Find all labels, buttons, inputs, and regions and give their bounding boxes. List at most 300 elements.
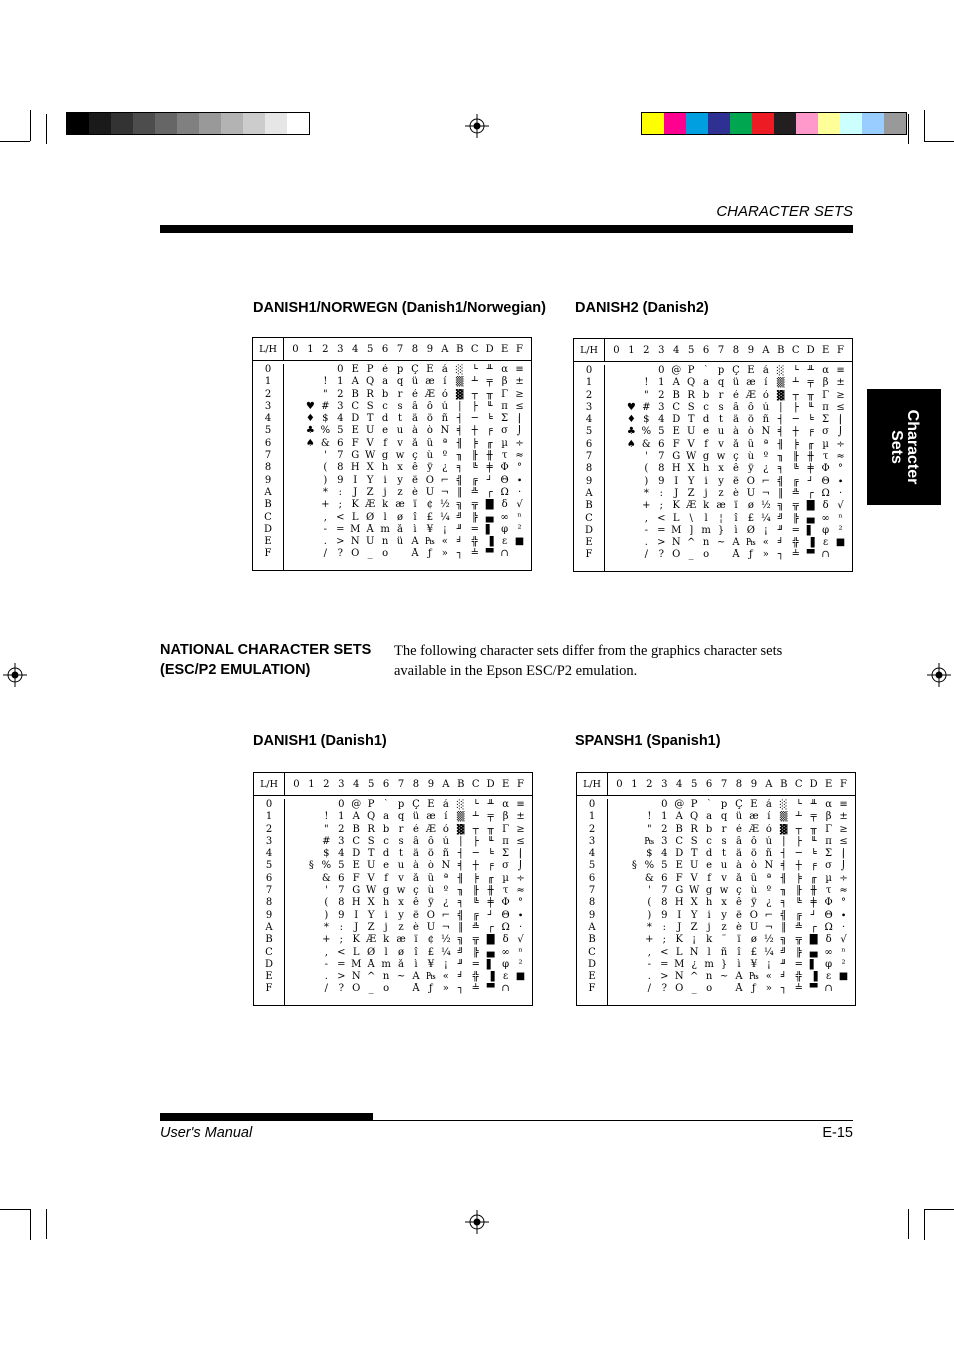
character-cell: [627, 873, 642, 885]
character-cell: n: [382, 971, 390, 983]
table-row: [609, 402, 848, 414]
character-cell: [612, 860, 627, 872]
character-cell: ø: [398, 946, 405, 958]
row-header: E: [585, 537, 593, 549]
table-row: [289, 799, 528, 811]
character-cell: ╜: [456, 523, 463, 535]
character-cell: 9: [338, 909, 345, 921]
character-cell: ╞: [792, 438, 799, 450]
character-cell: ": [647, 823, 652, 835]
character-cell: 4: [337, 413, 344, 425]
character-cell: [609, 390, 624, 402]
character-cell: ╚: [472, 897, 479, 909]
character-cell: √: [840, 934, 847, 946]
table-row: [289, 824, 528, 836]
character-cell: n: [705, 971, 713, 983]
character-cell: G: [675, 885, 684, 897]
character-cell: -: [323, 523, 328, 535]
character-cell: ┌: [486, 486, 493, 498]
character-cell: τ: [502, 885, 509, 897]
gray-swatch: [133, 113, 155, 134]
character-cell: 1: [337, 376, 344, 388]
character-cell: ": [324, 823, 329, 835]
character-cell: ,: [644, 512, 648, 524]
character-cell: è: [413, 921, 419, 933]
character-cell: ⌠: [516, 413, 523, 425]
character-cell: ╓: [486, 437, 493, 449]
character-cell: ▀: [485, 548, 494, 560]
character-cell: ²: [518, 958, 523, 970]
character-cell: /: [324, 983, 329, 995]
character-cell: ▓: [455, 388, 464, 400]
column-headers: [612, 773, 851, 795]
character-cell: Ü: [425, 486, 435, 498]
row-header: B: [588, 934, 596, 946]
column-header: A: [441, 343, 449, 355]
character-cell: ¥: [750, 958, 758, 970]
character-cell: T: [367, 848, 375, 860]
column-header: 7: [717, 344, 725, 356]
character-cell: ¥: [427, 958, 435, 970]
row-header: 4: [264, 413, 272, 425]
character-cell: [289, 983, 304, 995]
character-cell: [627, 848, 642, 860]
table-row: [289, 959, 528, 971]
character-cell: [304, 885, 319, 897]
character-cell: ╛: [777, 537, 784, 549]
character-cell: ≈: [839, 885, 848, 897]
character-cell: j: [384, 921, 388, 933]
character-cell: ■: [835, 537, 846, 549]
character-cell: ò: [427, 860, 434, 872]
character-cell: [624, 549, 639, 561]
character-cell: C: [672, 401, 681, 413]
character-cell: ▌: [809, 958, 818, 970]
character-cell: [609, 377, 624, 389]
character-cell: [304, 848, 319, 860]
character-cell: ?: [338, 983, 344, 995]
character-cell: [627, 983, 642, 995]
character-cell: ⌐: [761, 475, 771, 487]
character-cell: ≥: [839, 823, 848, 835]
character-cell: 0: [338, 799, 345, 810]
table-row: [289, 811, 528, 823]
character-cell: [288, 450, 303, 462]
character-cell: ╘: [807, 414, 814, 426]
character-cell: [318, 364, 333, 376]
character-cell: [303, 462, 318, 474]
character-cell: I: [354, 909, 359, 921]
character-cell: ▐: [486, 971, 495, 983]
character-cell: ┴: [792, 377, 799, 389]
character-cell: 6: [661, 872, 668, 884]
character-cell: µ: [502, 872, 509, 884]
character-cell: ₧: [426, 971, 436, 983]
character-cell: ä: [411, 413, 418, 425]
character-cell: ╦: [472, 934, 479, 946]
table-row: [288, 376, 527, 388]
character-cell: ╚: [792, 463, 799, 475]
character-cell: k: [703, 500, 710, 512]
character-cell: ª: [442, 437, 448, 449]
character-cell: [289, 799, 304, 811]
row-header: 3: [265, 835, 273, 847]
character-cell: [609, 463, 624, 475]
character-cell: g: [381, 450, 389, 462]
row-header: B: [585, 500, 593, 512]
character-cell: ╧: [472, 983, 479, 995]
table-row: [288, 425, 527, 437]
character-cell: i: [383, 474, 387, 486]
character-cell: _: [367, 548, 373, 560]
table-row: [289, 897, 528, 909]
character-cell: J: [677, 921, 682, 933]
character-cell: .: [324, 971, 328, 983]
character-cell: m: [704, 958, 714, 970]
character-cell: &: [641, 438, 651, 450]
character-cell: [627, 922, 642, 934]
table-row: [609, 549, 848, 561]
crop-mark: [908, 114, 909, 144]
character-cell: û: [427, 872, 435, 884]
character-cell: ;: [662, 934, 666, 946]
character-cell: x: [397, 462, 403, 474]
character-cell: }: [717, 524, 725, 536]
character-cell: ┐: [780, 983, 787, 995]
character-cell: à: [412, 860, 419, 872]
character-cell: F: [675, 872, 683, 884]
color-swatch: [730, 113, 752, 134]
character-cell: [609, 525, 624, 537]
row-header: 6: [585, 438, 593, 450]
character-cell: [288, 548, 303, 560]
character-cell: ╙: [486, 400, 493, 412]
character-cell: [609, 402, 624, 414]
character-cell: î: [737, 946, 741, 958]
color-swatch-strip: [641, 112, 907, 135]
character-cell: ╞: [795, 872, 802, 884]
character-cell: ╒: [810, 860, 817, 872]
character-cell: ≤: [836, 401, 845, 413]
row-header: D: [264, 958, 274, 970]
character-cell: ): [323, 474, 328, 486]
character-cell: J: [353, 486, 358, 498]
column-header: F: [840, 778, 847, 790]
gray-swatch: [199, 113, 221, 134]
column-header: 2: [643, 344, 650, 356]
character-cell: 2: [661, 823, 668, 835]
column-header: 0: [613, 344, 620, 356]
crop-mark: [0, 1209, 30, 1210]
character-cell: æ: [425, 376, 435, 388]
character-cell: ╒: [807, 426, 814, 438]
character-cell: [624, 488, 639, 500]
character-cell: ╩: [472, 921, 479, 933]
character-cell: ╕: [456, 462, 463, 474]
column-header: D: [809, 778, 818, 790]
row-header: 0: [265, 799, 273, 810]
character-cell: k: [382, 499, 389, 511]
character-cell: ì: [734, 524, 738, 536]
character-cell: x: [718, 463, 724, 475]
character-cell: ù: [750, 885, 758, 897]
character-cell: [394, 983, 409, 995]
character-cell: §: [308, 860, 314, 872]
column-header: 9: [750, 778, 758, 790]
character-cell: ÿ: [748, 463, 754, 475]
character-cell: [612, 811, 627, 823]
character-cell: [393, 548, 408, 560]
set-title-spansh1: SPANSH1 (Spanish1): [575, 733, 721, 749]
character-cell: 8: [661, 897, 668, 909]
character-cell: ⌡: [517, 860, 524, 872]
character-cell: α: [822, 365, 829, 376]
character-cell: [612, 922, 627, 934]
character-cell: Ö: [426, 909, 435, 921]
character-cell: Ö: [425, 474, 434, 486]
table-row: [289, 860, 528, 872]
row-header: 2: [585, 389, 593, 401]
character-cell: Γ: [501, 388, 509, 400]
character-cell: #: [642, 401, 651, 413]
gray-swatch: [111, 113, 133, 134]
character-cell: ø: [397, 511, 404, 523]
character-cell: [836, 983, 851, 995]
character-cell: r: [397, 388, 403, 400]
character-cell: ∞: [821, 512, 830, 524]
character-cell: ¿: [766, 897, 772, 909]
footer-bar: [160, 1113, 373, 1120]
character-cell: [513, 983, 528, 995]
character-cell: √: [837, 500, 844, 512]
character-cell: ½: [760, 500, 771, 512]
character-cell: q: [396, 376, 404, 388]
character-cell: É: [426, 364, 434, 375]
character-cell: ²: [841, 958, 846, 970]
character-cell: ▄: [809, 946, 818, 958]
column-header: 6: [702, 344, 710, 356]
character-cell: z: [397, 486, 403, 498]
character-cell: Ω: [821, 487, 830, 499]
character-cell: é: [412, 388, 418, 400]
character-cell: ï: [413, 499, 417, 511]
character-cell: Ñ: [689, 946, 699, 958]
column-header: 7: [397, 778, 405, 790]
table-header-row: [254, 773, 532, 796]
character-cell: ê: [736, 897, 742, 909]
character-cell: ╙: [807, 401, 814, 413]
character-cell: >: [337, 971, 346, 983]
character-cell: ╒: [487, 860, 494, 872]
character-cell: ═: [472, 958, 479, 970]
character-cell: τ: [825, 885, 832, 897]
character-cell: `: [703, 365, 709, 376]
character-cell: ┤: [457, 848, 464, 860]
character-cell: ç: [736, 885, 742, 897]
character-cell: :: [339, 921, 343, 933]
character-cell: [612, 934, 627, 946]
character-cell: _: [691, 983, 697, 995]
character-cell: a: [703, 377, 710, 389]
column-header: 6: [382, 778, 390, 790]
character-cell: T: [366, 413, 374, 425]
character-cell: ─: [792, 414, 799, 426]
character-cell: ≤: [839, 835, 848, 847]
character-cell: ì: [413, 523, 417, 535]
column-header: A: [442, 778, 450, 790]
character-cell: [289, 860, 304, 872]
character-cell: [624, 377, 639, 389]
character-cell: ¿: [691, 958, 697, 970]
character-cell: ╔: [795, 909, 802, 921]
character-cell: ô: [426, 400, 433, 412]
character-cell: [288, 475, 303, 487]
character-cell: á: [442, 799, 449, 810]
character-cell: µ: [501, 437, 508, 449]
character-cell: [304, 897, 319, 909]
character-cell: ═: [792, 524, 799, 536]
row-header: A: [265, 921, 273, 933]
character-cell: í: [443, 376, 447, 388]
character-cell: p: [720, 799, 728, 810]
character-cell: ½: [439, 499, 450, 511]
character-cell: ╕: [780, 897, 787, 909]
table-row: [609, 414, 848, 426]
table-row: [289, 873, 528, 885]
character-cell: ≥: [515, 388, 524, 400]
character-cell: [624, 476, 639, 488]
table-row: [609, 439, 848, 451]
set-title-danish1: DANISH1 (Danish1): [253, 733, 387, 749]
character-cell: ": [644, 389, 649, 401]
character-cell: ╨: [487, 799, 494, 810]
character-cell: β: [825, 811, 832, 823]
character-cell: A: [352, 811, 360, 823]
column-headers: [289, 773, 528, 795]
character-cell: :: [338, 486, 342, 498]
character-cell: δ: [501, 499, 508, 511]
character-cell: Ü: [426, 921, 436, 933]
character-cell: Ä: [732, 537, 740, 549]
character-cell: ╬: [472, 971, 479, 983]
character-cell: ¡: [692, 934, 697, 946]
character-cell: Å: [732, 549, 740, 561]
character-cell: ¡: [442, 523, 447, 535]
character-cell: ø: [750, 934, 757, 946]
character-cell: [612, 897, 627, 909]
character-cell: ,: [324, 946, 328, 958]
column-header: 1: [307, 343, 314, 355]
row-header: 2: [265, 823, 273, 835]
color-swatch: [708, 113, 730, 134]
character-cell: ·: [838, 487, 843, 499]
character-cell: [304, 959, 319, 971]
character-cell: Ä: [411, 536, 419, 548]
character-cell: É: [427, 799, 435, 810]
character-cell: ╫: [486, 450, 493, 462]
character-cell: µ: [825, 872, 832, 884]
character-cell: o: [382, 548, 389, 560]
character-cell: 3: [338, 835, 345, 847]
column-header: 8: [735, 778, 743, 790]
table-row: [288, 462, 527, 474]
table-corner-label: L/H: [574, 339, 605, 361]
character-cell: [612, 971, 627, 983]
color-swatch: [752, 113, 774, 134]
character-cell: c: [703, 401, 709, 413]
character-cell: [288, 536, 303, 548]
character-cell: ╝: [457, 946, 464, 958]
character-cell: *: [322, 486, 328, 498]
character-cell: E: [351, 425, 359, 437]
character-cell: [624, 500, 639, 512]
character-cell: 1: [661, 811, 668, 823]
column-header: D: [485, 343, 494, 355]
character-cell: ±: [839, 811, 848, 823]
column-header: E: [824, 778, 833, 790]
character-cell: b: [381, 388, 389, 400]
table-row: [289, 983, 528, 995]
character-cell: ä: [732, 414, 739, 426]
character-cell: √: [516, 499, 523, 511]
character-cell: Γ: [502, 823, 510, 835]
character-cell: [627, 836, 642, 848]
character-cell: ╧: [471, 548, 478, 560]
character-cell: [304, 971, 319, 983]
character-cell: ä: [412, 848, 419, 860]
character-cell: [624, 365, 639, 377]
row-header: 1: [588, 811, 596, 823]
row-header: 5: [585, 426, 593, 438]
gray-swatch: [89, 113, 111, 134]
character-cell: ó: [441, 388, 448, 400]
character-cell: ∞: [501, 946, 510, 958]
character-cell: ñ: [442, 848, 450, 860]
character-cell: `: [706, 799, 712, 810]
character-cell: ╪: [810, 897, 817, 909]
table-row: [612, 836, 851, 848]
character-cell: ♦: [626, 414, 636, 426]
character-cell: ▒: [776, 377, 785, 389]
character-cell: h: [381, 462, 389, 474]
column-header: B: [457, 778, 465, 790]
character-cell: /: [644, 549, 649, 561]
table-row: [612, 848, 851, 860]
character-cell: ╡: [457, 860, 464, 872]
character-cell: Ø: [367, 946, 376, 958]
character-cell: [288, 389, 303, 401]
character-cell: #: [322, 835, 331, 847]
character-cell: W: [365, 450, 376, 462]
character-cell: å: [412, 872, 419, 884]
character-cell: ╝: [456, 511, 463, 523]
character-cell: 2: [658, 389, 665, 401]
character-cell: 3: [661, 835, 668, 847]
character-cell: m: [381, 958, 391, 970]
character-cell: =: [337, 958, 346, 970]
character-cell: k: [706, 934, 713, 946]
row-header: 1: [264, 376, 272, 388]
character-cell: [642, 799, 657, 811]
character-cell: ╛: [456, 536, 463, 548]
character-cell: Φ: [821, 463, 830, 475]
column-header: 5: [687, 344, 695, 356]
crop-mark: [908, 1209, 909, 1239]
character-cell: π: [501, 400, 508, 412]
character-cell: â: [411, 400, 418, 412]
character-cell: Y: [367, 909, 375, 921]
character-cell: ·: [517, 486, 522, 498]
